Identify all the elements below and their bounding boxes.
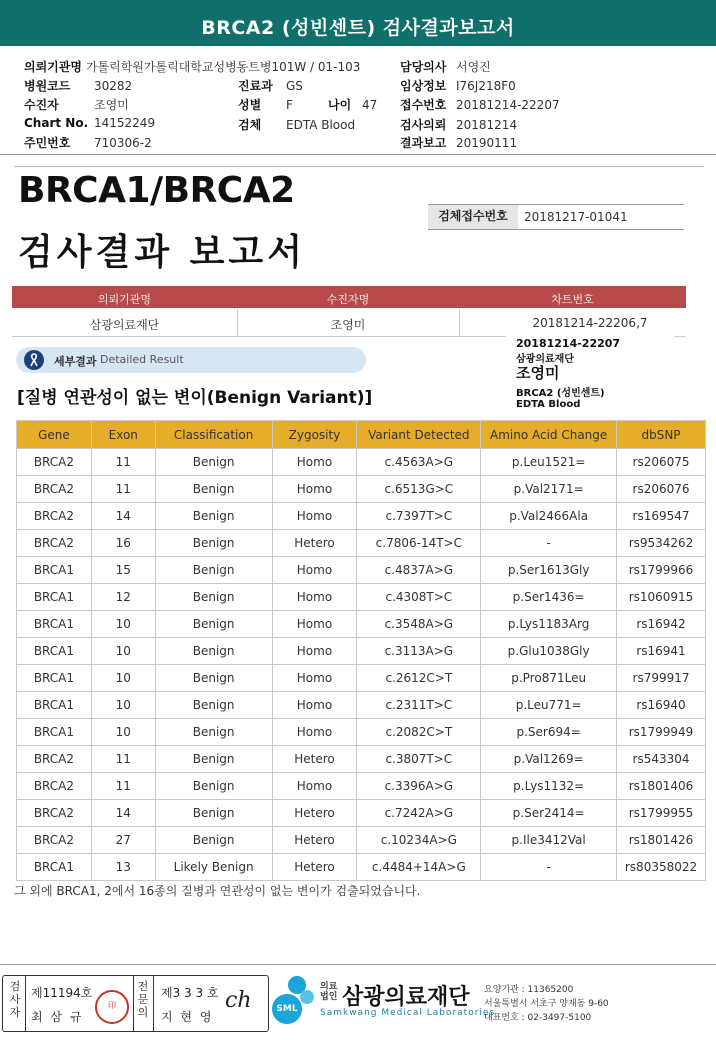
lab-logo-icon <box>300 990 314 1004</box>
cell-zygosity: Homo <box>272 503 357 530</box>
cell-amino-acid: p.Pro871Leu <box>481 665 617 692</box>
specialist-vertical-label: 전문의 <box>137 980 149 1019</box>
cell-classification: Benign <box>155 584 272 611</box>
cell-classification: Benign <box>155 449 272 476</box>
cell-variant: c.3396A>G <box>357 773 481 800</box>
table-row <box>17 692 706 719</box>
sticker-lab: 삼광의료재단 <box>516 354 574 365</box>
cell-dbsnp: rs1799955 <box>617 800 706 827</box>
cell-classification: Benign <box>155 827 272 854</box>
cell-zygosity: Homo <box>272 557 357 584</box>
official-seal: 印 <box>95 990 129 1024</box>
cell-exon: 11 <box>91 476 155 503</box>
report-heading: BRCA1/BRCA2 <box>18 170 295 211</box>
info-sex: 성별 F <box>238 98 293 112</box>
col-classification: Classification <box>155 421 272 449</box>
col-gene: Gene <box>17 421 92 449</box>
cell-dbsnp: rs1060915 <box>617 584 706 611</box>
cell-dbsnp: rs799917 <box>617 665 706 692</box>
cell-amino-acid: p.Ser2414= <box>481 800 617 827</box>
cell-dbsnp: rs16942 <box>617 611 706 638</box>
cell-dbsnp: rs1799949 <box>617 719 706 746</box>
report-title: BRCA2 (성빈센트) 검사결과보고서 <box>201 17 515 39</box>
cell-exon: 27 <box>91 827 155 854</box>
cell-gene: BRCA1 <box>17 638 92 665</box>
cell-exon: 11 <box>91 746 155 773</box>
cell-zygosity: Homo <box>272 449 357 476</box>
table-row <box>17 557 706 584</box>
lab-code: 요양기관 : 11365200 <box>484 985 574 995</box>
cell-gene: BRCA1 <box>17 557 92 584</box>
info-report-date: 결과보고 20190111 <box>400 136 518 150</box>
cell-exon: 13 <box>91 854 155 881</box>
cell-zygosity: Homo <box>272 638 357 665</box>
cell-variant: c.4308T>C <box>357 584 481 611</box>
cell-zygosity: Hetero <box>272 530 357 557</box>
cell-classification: Benign <box>155 665 272 692</box>
tester-vertical-label: 검사자 <box>9 980 21 1019</box>
cell-classification: Benign <box>155 557 272 584</box>
cell-dbsnp: rs206076 <box>617 476 706 503</box>
cell-classification: Benign <box>155 638 272 665</box>
cell-classification: Benign <box>155 773 272 800</box>
cell-classification: Benign <box>155 746 272 773</box>
info-clinical: 임상정보 I76J218F0 <box>400 79 516 93</box>
receipt-label: 검체접수번호 <box>428 205 518 229</box>
sticker-test: BRCA2 (성빈센트) <box>516 388 605 399</box>
divider <box>25 976 26 1031</box>
cell-dbsnp: rs169547 <box>617 503 706 530</box>
cell-amino-acid: p.Glu1038Gly <box>481 638 617 665</box>
divider <box>14 166 704 167</box>
cell-exon: 14 <box>91 800 155 827</box>
table-row <box>17 584 706 611</box>
cell-zygosity: Hetero <box>272 746 357 773</box>
cell-gene: BRCA2 <box>17 773 92 800</box>
info-department: 진료과 GS <box>238 79 303 93</box>
cell-amino-acid: - <box>481 854 617 881</box>
table-row <box>17 827 706 854</box>
info-doctor: 담당의사 서영진 <box>400 60 491 74</box>
cell-amino-acid: p.Val1269= <box>481 746 617 773</box>
cell-variant: c.3548A>G <box>357 611 481 638</box>
report-subheading: 검사결과 보고서 <box>18 232 306 273</box>
cell-exon: 16 <box>91 530 155 557</box>
pill-label: 세부결과 <box>54 355 97 368</box>
cell-amino-acid: p.Lys1132= <box>481 773 617 800</box>
col-exon: Exon <box>91 421 155 449</box>
cell-amino-acid: p.Ile3412Val <box>481 827 617 854</box>
divider <box>0 154 716 155</box>
cell-zygosity: Homo <box>272 611 357 638</box>
cell-variant: c.10234A>G <box>357 827 481 854</box>
sticker-specimen: EDTA Blood <box>516 399 581 410</box>
cell-classification: Likely Benign <box>155 854 272 881</box>
cell-gene: BRCA2 <box>17 827 92 854</box>
table-header-row <box>17 421 706 449</box>
cell-variant: c.4563A>G <box>357 449 481 476</box>
cell-zygosity: Hetero <box>272 827 357 854</box>
cell-gene: BRCA1 <box>17 692 92 719</box>
cell-zygosity: Homo <box>272 584 357 611</box>
variant-table <box>16 420 706 881</box>
cell-exon: 10 <box>91 692 155 719</box>
col-amino-acid: Amino Acid Change <box>481 421 617 449</box>
cell-amino-acid: p.Ser694= <box>481 719 617 746</box>
cell-gene: BRCA1 <box>17 584 92 611</box>
cell-classification: Benign <box>155 692 272 719</box>
signature-box <box>2 975 269 1032</box>
info-receipt-no: 접수번호 20181214-22207 <box>400 98 560 112</box>
cell-dbsnp: rs16940 <box>617 692 706 719</box>
info-hospital-code: 병원코드 30282 <box>24 79 133 93</box>
cell-variant: c.4484+14A>G <box>357 854 481 881</box>
cell-amino-acid: p.Lys1183Arg <box>481 611 617 638</box>
cell-variant: c.3807T>C <box>357 746 481 773</box>
table-row <box>17 854 706 881</box>
specimen-label-sticker <box>506 333 674 419</box>
cell-gene: BRCA1 <box>17 665 92 692</box>
cell-amino-acid: p.Leu771= <box>481 692 617 719</box>
summary-header-institution: 의뢰기관명 <box>97 293 152 306</box>
cell-exon: 14 <box>91 503 155 530</box>
cell-zygosity: Hetero <box>272 854 357 881</box>
table-row <box>17 503 706 530</box>
cell-gene: BRCA1 <box>17 719 92 746</box>
info-institution: 의뢰기관명 가톨릭학원가톨릭대학교성병동트병101W / 01-103 <box>24 60 361 74</box>
cell-variant: c.6513G>C <box>357 476 481 503</box>
summary-institution: 삼광의료재단 <box>89 318 160 332</box>
cell-dbsnp: rs1801426 <box>617 827 706 854</box>
table-row <box>17 800 706 827</box>
cell-amino-acid: p.Val2466Ala <box>481 503 617 530</box>
divider <box>0 964 716 965</box>
cell-amino-acid: - <box>481 530 617 557</box>
divider <box>459 309 460 336</box>
cell-exon: 10 <box>91 611 155 638</box>
lab-phone: 대표번호 : 02-3497-5100 <box>484 1013 592 1023</box>
tester-number: 제11194호 <box>31 986 93 1000</box>
cell-amino-acid: p.Ser1613Gly <box>481 557 617 584</box>
cell-gene: BRCA1 <box>17 611 92 638</box>
tester-name: 최 삼 규 <box>31 1010 84 1024</box>
cell-gene: BRCA2 <box>17 449 92 476</box>
cell-variant: c.2082C>T <box>357 719 481 746</box>
cell-classification: Benign <box>155 530 272 557</box>
table-row <box>17 638 706 665</box>
cell-variant: c.7806-14T>C <box>357 530 481 557</box>
info-age: 나이 47 <box>328 98 378 112</box>
cell-zygosity: Homo <box>272 692 357 719</box>
table-row <box>17 530 706 557</box>
cell-exon: 11 <box>91 449 155 476</box>
table-row <box>17 611 706 638</box>
cell-dbsnp: rs16941 <box>617 638 706 665</box>
cell-dbsnp: rs80358022 <box>617 854 706 881</box>
cell-zygosity: Homo <box>272 665 357 692</box>
divider <box>133 976 134 1031</box>
cell-zygosity: Homo <box>272 719 357 746</box>
cell-zygosity: Homo <box>272 476 357 503</box>
summary-chart: 20181214-22206,7 <box>532 316 648 330</box>
col-variant: Variant Detected <box>357 421 481 449</box>
cell-gene: BRCA2 <box>17 476 92 503</box>
lab-name: 삼광의료재단 <box>342 985 470 1010</box>
cell-exon: 15 <box>91 557 155 584</box>
info-specimen: 검체 EDTA Blood <box>238 118 356 132</box>
cell-zygosity: Hetero <box>272 800 357 827</box>
cell-gene: BRCA2 <box>17 530 92 557</box>
lab-prefix: 의료 법인 <box>320 982 338 1002</box>
cell-dbsnp: rs543304 <box>617 746 706 773</box>
cell-classification: Benign <box>155 719 272 746</box>
cell-amino-acid: p.Val2171= <box>481 476 617 503</box>
cell-exon: 12 <box>91 584 155 611</box>
cell-dbsnp: rs1799966 <box>617 557 706 584</box>
lab-name-english: Samkwang Medical Laboratories <box>320 1008 496 1018</box>
cell-exon: 10 <box>91 719 155 746</box>
cell-exon: 11 <box>91 773 155 800</box>
cell-zygosity: Homo <box>272 773 357 800</box>
cell-dbsnp: rs1801406 <box>617 773 706 800</box>
summary-header-chart: 차트번호 <box>551 293 594 306</box>
lab-address: 서울특별시 서초구 양재동 9-60 <box>484 999 609 1009</box>
summary-header <box>12 286 686 308</box>
cell-exon: 10 <box>91 665 155 692</box>
specimen-receipt-box <box>428 204 684 230</box>
summary-header-patient: 수진자명 <box>326 293 370 306</box>
cell-gene: BRCA2 <box>17 503 92 530</box>
lab-logo: SML <box>272 994 302 1024</box>
cell-variant: c.2612C>T <box>357 665 481 692</box>
summary-patient: 조영미 <box>330 318 366 332</box>
cell-variant: c.7242A>G <box>357 800 481 827</box>
handwritten-signature: ch <box>225 988 252 1013</box>
footnote: 그 외에 BRCA1, 2에서 16종의 질병과 연관성이 없는 변이가 검출되었습니다. <box>14 884 421 898</box>
info-resident-no: 주민번호 710306-2 <box>24 136 152 150</box>
specialist-number: 제3 3 3 호 <box>161 986 219 1000</box>
cell-variant: c.7397T>C <box>357 503 481 530</box>
col-dbsnp: dbSNP <box>617 421 706 449</box>
detailed-result-pill <box>16 347 366 373</box>
cell-amino-acid: p.Leu1521= <box>481 449 617 476</box>
col-zygosity: Zygosity <box>272 421 357 449</box>
table-row <box>17 476 706 503</box>
cell-dbsnp: rs9534262 <box>617 530 706 557</box>
pill-english: Detailed Result <box>100 353 184 366</box>
cell-gene: BRCA2 <box>17 746 92 773</box>
cell-classification: Benign <box>155 476 272 503</box>
table-row <box>17 746 706 773</box>
sticker-patient: 조영미 <box>516 364 560 382</box>
receipt-value: 20181217-01041 <box>524 210 628 224</box>
divider <box>153 976 154 1031</box>
cell-variant: c.2311T>C <box>357 692 481 719</box>
cell-classification: Benign <box>155 503 272 530</box>
report-title-bar <box>0 0 716 46</box>
cell-classification: Benign <box>155 611 272 638</box>
table-row <box>17 719 706 746</box>
cell-gene: BRCA2 <box>17 800 92 827</box>
info-patient: 수진자 조영미 <box>24 98 129 112</box>
section-title: [질병 연관성이 없는 변이(Benign Variant)] <box>17 388 373 408</box>
table-row <box>17 665 706 692</box>
cell-exon: 10 <box>91 638 155 665</box>
cell-dbsnp: rs206075 <box>617 449 706 476</box>
cell-classification: Benign <box>155 800 272 827</box>
specialist-name: 지 현 영 <box>161 1010 214 1024</box>
cell-gene: BRCA1 <box>17 854 92 881</box>
table-row <box>17 773 706 800</box>
table-row <box>17 449 706 476</box>
info-chart-no: Chart No. 14152249 <box>24 116 156 130</box>
ribbon-icon <box>24 350 44 370</box>
sticker-receipt: 20181214-22207 <box>516 337 621 350</box>
info-request-date: 검사의뢰 20181214 <box>400 118 518 132</box>
cell-variant: c.3113A>G <box>357 638 481 665</box>
cell-amino-acid: p.Ser1436= <box>481 584 617 611</box>
cell-variant: c.4837A>G <box>357 557 481 584</box>
